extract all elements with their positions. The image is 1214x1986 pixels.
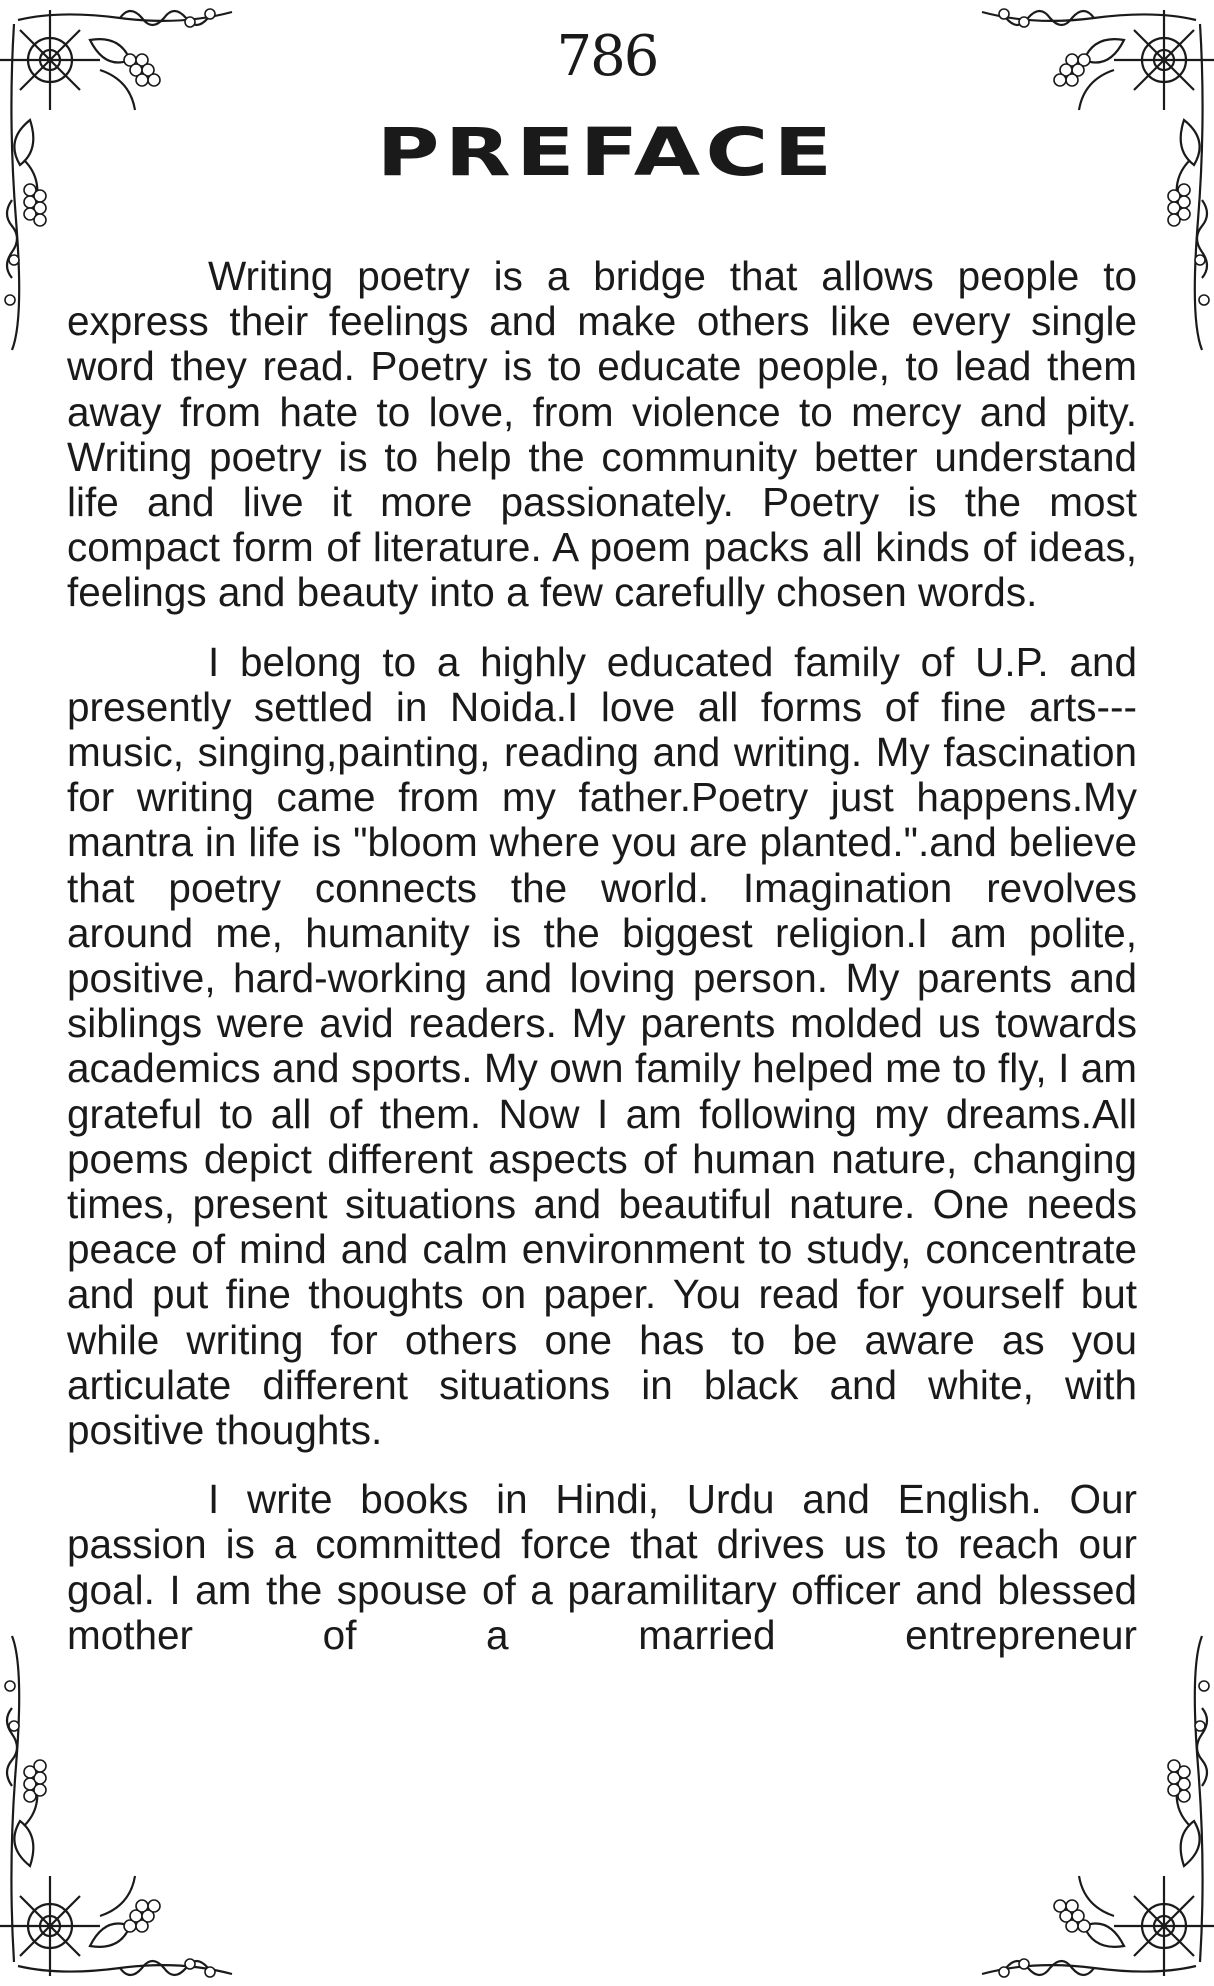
page-number-786: 786 — [556, 24, 658, 89]
preface-body — [67, 254, 1137, 1682]
paragraph-3: I write books in Hindi, Urdu and English. Our passion is a committed force that drives us to reach our goal. I am the spouse of a paramilitary officer and blessed mother of a married entrepreneur — [67, 1476, 1137, 1658]
paragraph-2: I belong to a highly educated family of U.P. and presently settled in Noida.I love all forms of fine arts---music, singing,painting, reading and writing. My fascination for writing came from my father.Poetry just happens.My mantra in life is "bloom where you are planted.".and believe that poetry connects the world. Imagination revolves around me, humanity is the biggest religion.I am polite, positive, hard-working and loving person. My parents and siblings were avid readers. My parents molded us towards academics and sports. My own family helped me to fly, I am grateful to all of them. Now I am following my dreams.All poems depict different aspects of human nature, changing times, present situations and beautiful nature. One needs peace of mind and calm environment to study, concentrate and put fine thoughts on paper. You read for yourself but while writing for others one has to be aware as you articulate different situations in black and white, with positive thoughts. — [67, 638, 1137, 1454]
page-title: PREFACE — [376, 114, 838, 191]
paragraph-1: Writing poetry is a bridge that allows people to express their feelings and make others like every single word they read. Poetry is to educate people, to lead them away from hate to love, from violence to mercy and pity. Writing poetry is to help the community better understand life and live it more passionately. Poetry is the most compact form of literature. A poem packs all kinds of ideas, feelings and beauty into a few carefully chosen words. — [67, 253, 1137, 616]
